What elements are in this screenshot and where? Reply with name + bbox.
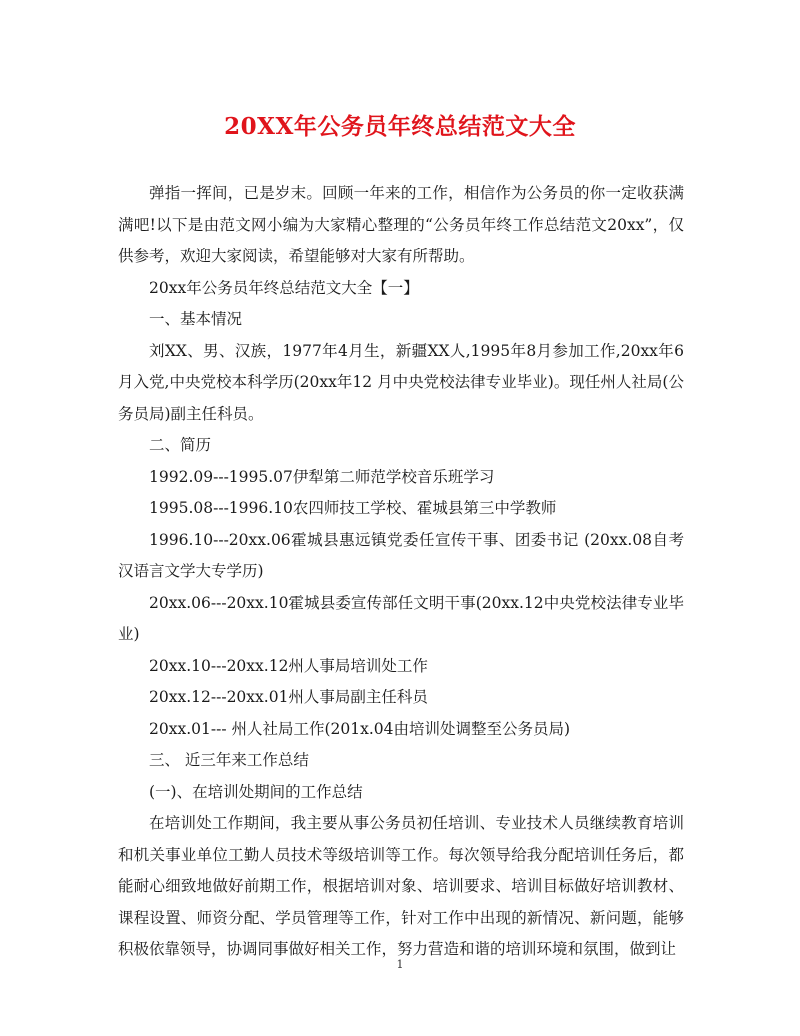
paragraph-resume-item: 1995.08---1996.10农四师技工学校、霍城县第三中学教师 (149, 499, 557, 517)
paragraph-basic-info: 刘XX、男、汉族，1977年4月生，新疆XX人,1995年8月参加工作,20xx年6月入党,中央党校本科学历(20xx年12 月中央党校法律专业毕业)。现任州人社局(公务员局)副主任科员。 (118, 341, 684, 423)
paragraph-resume-item: 20xx.01--- 州人社局工作(201x.04由培训处调整至公务员局) (149, 719, 571, 738)
paragraph-subheading-training: (一)、在培训处期间的工作总结 (149, 782, 363, 801)
paragraph-resume-item: 1992.09---1995.07伊犁第二师范学校音乐班学习 (149, 467, 495, 486)
paragraph-section-heading: 20xx年公务员年终总结范文大全【一】 (149, 278, 419, 297)
document-body (118, 178, 684, 966)
paragraph-resume-item: 1996.10---20xx.06霍城县惠远镇党委任宣传干事、团委书记 (20xx.08自考汉语言文学大专学历) (118, 530, 684, 580)
paragraph-resume-item: 20xx.12---20xx.01州人事局副主任科员 (149, 688, 428, 706)
paragraph-resume-item: 20xx.06---20xx.10霍城县委宣传部任文明干事(20xx.12中央党校法律专业毕业) (118, 593, 684, 643)
document-title: 20XX年公务员年终总结范文大全 (224, 113, 576, 140)
paragraph-resume-item: 20xx.10---20xx.12州人事局培训处工作 (149, 656, 428, 675)
paragraph-intro: 弹指一挥间，已是岁末。回顾一年来的工作，相信作为公务员的你一定收获满满吧!以下是由范文网小编为大家精心整理的“公务员年终工作总结范文20xx”，仅供参考，欢迎大家阅读，希望能够对大家有所帮助。 (118, 184, 684, 265)
paragraph-heading-basic-info: 一、基本情况 (149, 310, 243, 328)
paragraph-heading-summary: 三、 近三年来工作总结 (149, 751, 309, 769)
paragraph-heading-resume: 二、简历 (149, 436, 212, 454)
paragraph-training-summary: 在培训处工作期间，我主要从事公务员初任培训、专业技术人员继续教育培训和机关事业单位工勤人员技术等级培训等工作。每次领导给我分配培训任务后，都能耐心细致地做好前期工作，根据培训对象、培训要求、培训目标做好培训教材、课程设置、师资分配、学员管理等工作，针对工作中出现的新情况、新问题，能够积极依靠领导，协调同事做好相关工作，努力营造和谐的培训环境和氛围，做到让 (118, 814, 684, 958)
page-number: 1 (396, 958, 404, 971)
